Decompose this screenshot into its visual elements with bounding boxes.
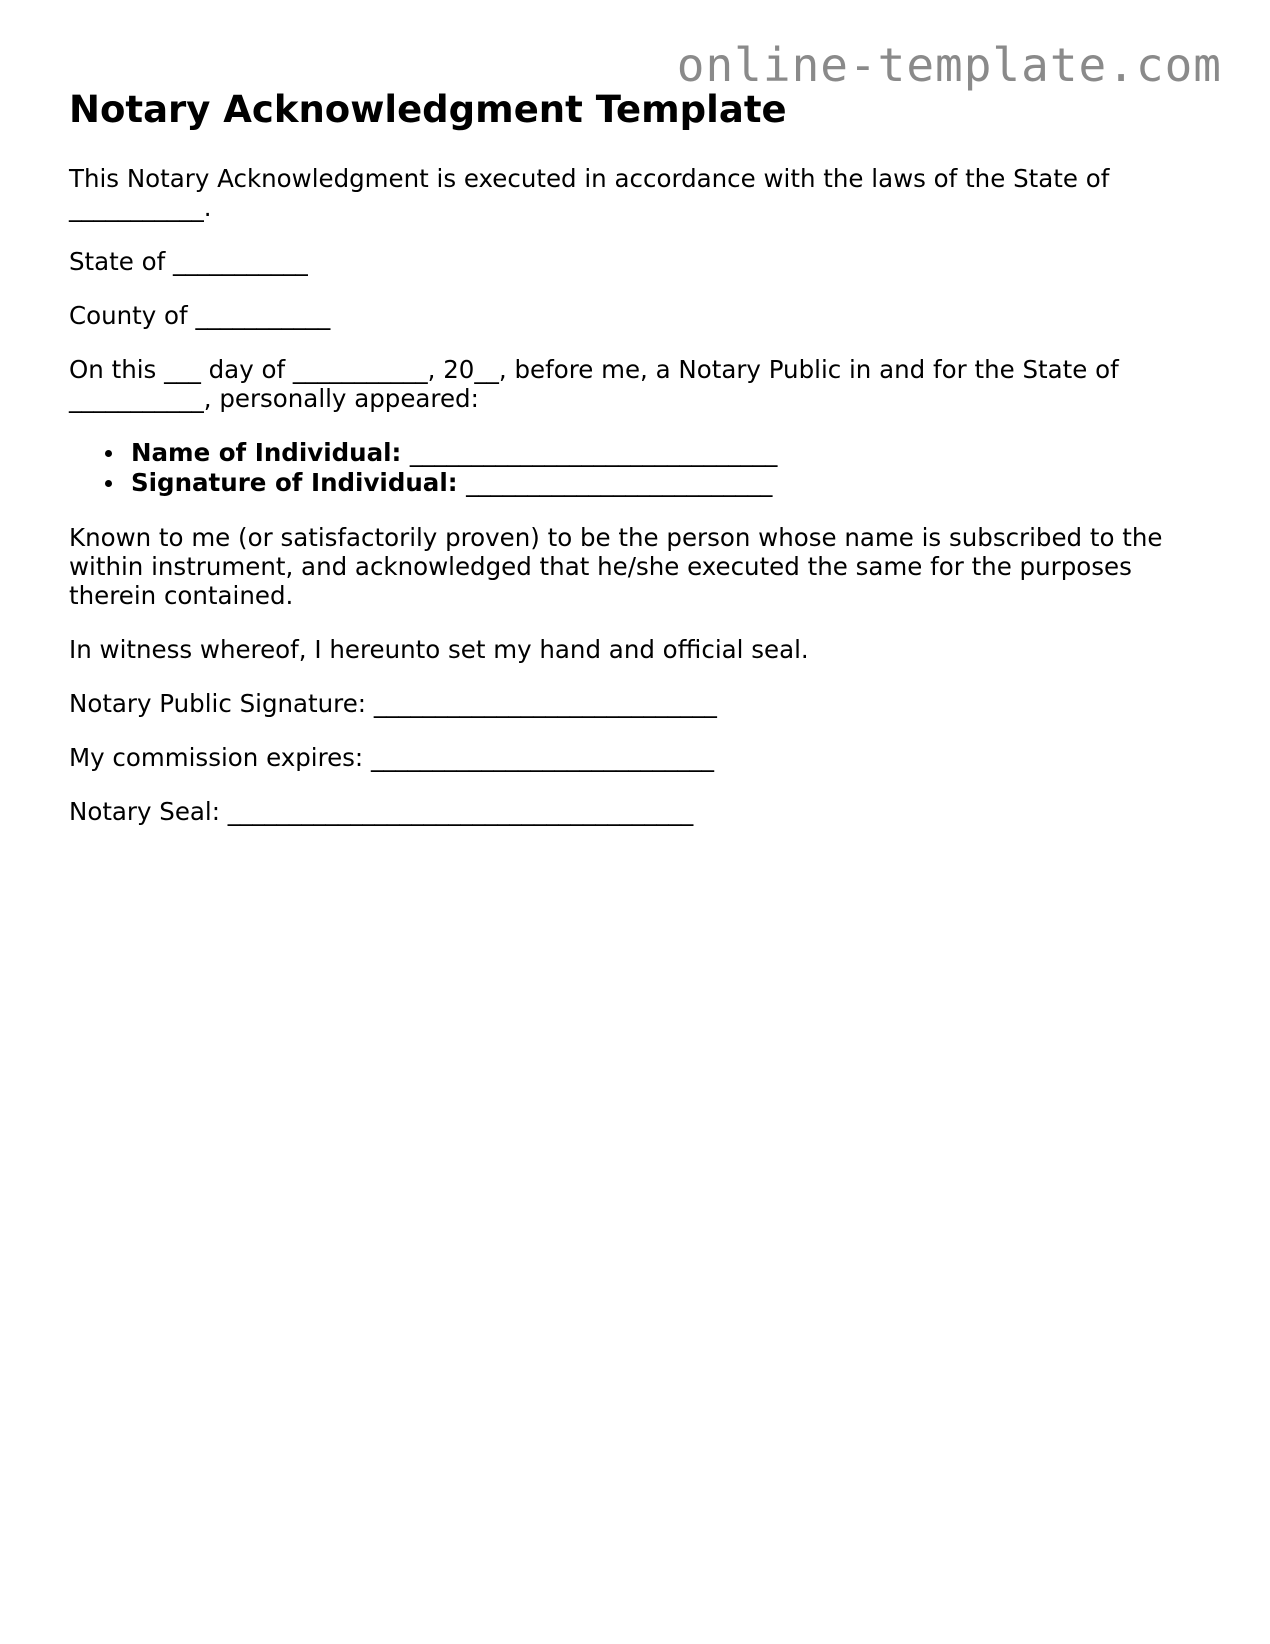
commission-expires-line: My commission expires: ____________________________ xyxy=(69,743,714,772)
notary-seal-line: Notary Seal: ______________________________________ xyxy=(69,797,694,826)
county-line: County of ___________ xyxy=(69,301,331,330)
witness-paragraph: In witness whereof, I hereunto set my hand and official seal. xyxy=(69,635,809,664)
list-item-name-of-individual xyxy=(69,438,1204,468)
field-label: Name of Individual: xyxy=(131,438,402,467)
individual-fields-list xyxy=(69,438,1204,498)
state-line: State of ___________ xyxy=(69,247,308,276)
watermark-text: online-template.com xyxy=(676,38,1222,92)
field-blank: _________________________ xyxy=(466,468,773,497)
intro-paragraph: This Notary Acknowledgment is executed in accordance with the laws of the State of ___________. xyxy=(69,164,1110,222)
field-label: Signature of Individual: xyxy=(131,468,458,497)
bullet-icon xyxy=(105,480,112,487)
document-page xyxy=(69,80,1204,826)
field-blank: ______________________________ xyxy=(409,438,778,467)
list-item-signature-of-individual xyxy=(69,468,1204,498)
bullet-icon xyxy=(105,450,112,457)
appearance-paragraph: On this ___ day of ___________, 20__, before me, a Notary Public in and for the State of ___________, personally appeared: xyxy=(69,355,1119,413)
document-title: Notary Acknowledgment Template xyxy=(69,88,787,131)
notary-signature-line: Notary Public Signature: ____________________________ xyxy=(69,689,717,718)
known-statement-paragraph: Known to me (or satisfactorily proven) to be the person whose name is subscribed to the within instrument, and acknowledged that he/she executed the same for the purposes therein contained. xyxy=(69,523,1163,610)
